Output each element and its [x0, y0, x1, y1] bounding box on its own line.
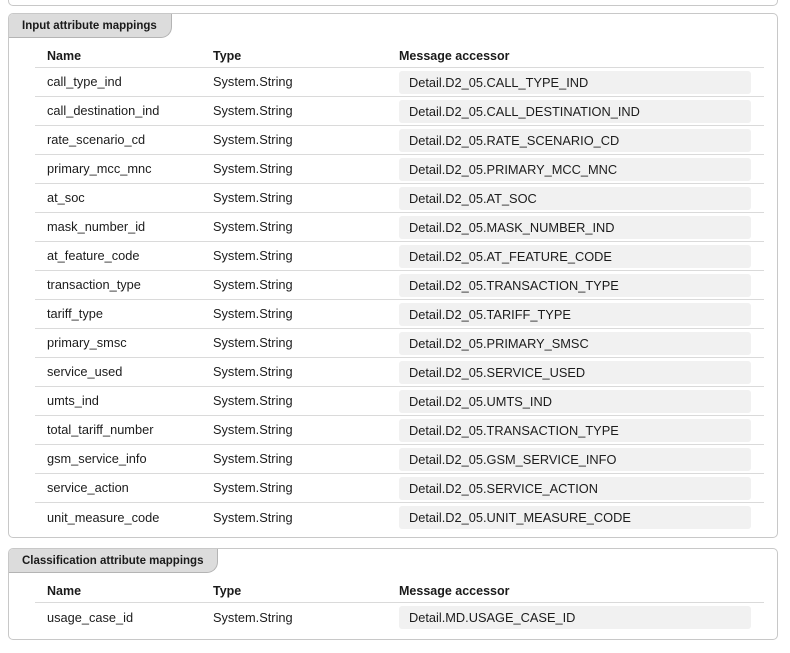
- table-row[interactable]: [35, 97, 764, 126]
- attribute-name-text: service_used: [47, 364, 123, 379]
- attribute-name-text: gsm_service_info: [47, 451, 147, 466]
- cell-type: [213, 73, 399, 91]
- cell-message-accessor: [399, 187, 764, 210]
- table-row[interactable]: [35, 474, 764, 503]
- table-row[interactable]: [35, 503, 764, 532]
- table-row[interactable]: [35, 358, 764, 387]
- table-row[interactable]: [35, 603, 764, 632]
- table-row[interactable]: [35, 416, 764, 445]
- cell-message-accessor: [399, 129, 764, 152]
- cell-name: [35, 160, 213, 178]
- input-attribute-mappings-tab[interactable]: Input attribute mappings: [9, 14, 172, 38]
- cell-type: [213, 363, 399, 381]
- cell-message-accessor: [399, 303, 764, 326]
- previous-panel-bottom-edge: [8, 0, 778, 6]
- attribute-type-text: System.String: [213, 277, 293, 292]
- attribute-type-text: System.String: [213, 248, 293, 263]
- message-accessor-field[interactable]: Detail.D2_05.SERVICE_USED: [399, 361, 751, 384]
- attribute-type-text: System.String: [213, 393, 293, 408]
- cell-type: [213, 218, 399, 236]
- attribute-name-text: transaction_type: [47, 277, 141, 292]
- cell-message-accessor: [399, 71, 764, 94]
- cell-message-accessor: [399, 506, 764, 529]
- attribute-type-text: System.String: [213, 480, 293, 495]
- message-accessor-field[interactable]: Detail.D2_05.TRANSACTION_TYPE: [399, 419, 751, 442]
- cell-name: [35, 247, 213, 265]
- message-accessor-field[interactable]: Detail.D2_05.AT_SOC: [399, 187, 751, 210]
- attribute-name-text: umts_ind: [47, 393, 99, 408]
- attribute-type-text: System.String: [213, 161, 293, 176]
- message-accessor-field[interactable]: Detail.D2_05.PRIMARY_MCC_MNC: [399, 158, 751, 181]
- cell-message-accessor: [399, 361, 764, 384]
- attribute-type-text: System.String: [213, 609, 293, 625]
- cell-type: [213, 392, 399, 410]
- attribute-type-text: System.String: [213, 335, 293, 350]
- column-header-name: Name: [47, 583, 82, 598]
- table-row[interactable]: [35, 242, 764, 271]
- table-body: [35, 68, 764, 532]
- cell-type: [213, 160, 399, 178]
- table-row[interactable]: [35, 155, 764, 184]
- cell-message-accessor: [399, 245, 764, 268]
- cell-message-accessor: [399, 390, 764, 413]
- cell-name: [35, 609, 213, 627]
- attribute-type-text: System.String: [213, 422, 293, 437]
- cell-name: [35, 363, 213, 381]
- table-body: [35, 603, 764, 632]
- table-row[interactable]: [35, 213, 764, 242]
- table-row[interactable]: [35, 300, 764, 329]
- attribute-name-text: usage_case_id: [47, 609, 134, 625]
- cell-name: [35, 334, 213, 352]
- message-accessor-field[interactable]: Detail.D2_05.GSM_SERVICE_INFO: [399, 448, 751, 471]
- cell-message-accessor: [399, 606, 764, 629]
- attribute-type-text: System.String: [213, 451, 293, 466]
- table-row[interactable]: [35, 184, 764, 213]
- input-attribute-mappings-table: [35, 44, 764, 532]
- attribute-type-text: System.String: [213, 509, 293, 525]
- column-header-type: Type: [213, 48, 242, 63]
- column-header-name: Name: [47, 48, 82, 63]
- attribute-name-text: total_tariff_number: [47, 422, 154, 437]
- table-header-row: [35, 579, 764, 603]
- cell-name: [35, 479, 213, 497]
- attribute-type-text: System.String: [213, 190, 293, 205]
- message-accessor-field[interactable]: Detail.D2_05.RATE_SCENARIO_CD: [399, 129, 751, 152]
- cell-name: [35, 450, 213, 468]
- cell-name: [35, 218, 213, 236]
- cell-message-accessor: [399, 448, 764, 471]
- table-row[interactable]: [35, 387, 764, 416]
- cell-name: [35, 392, 213, 410]
- attribute-name-text: call_type_ind: [47, 74, 122, 89]
- attribute-name-text: service_action: [47, 480, 129, 495]
- cell-type: [213, 276, 399, 294]
- cell-name: [35, 102, 213, 120]
- classification-attribute-mappings-tab[interactable]: Classification attribute mappings: [9, 549, 218, 573]
- cell-message-accessor: [399, 100, 764, 123]
- message-accessor-field[interactable]: Detail.D2_05.MASK_NUMBER_IND: [399, 216, 751, 239]
- message-accessor-field[interactable]: Detail.D2_05.UMTS_IND: [399, 390, 751, 413]
- cell-name: [35, 276, 213, 294]
- table-row[interactable]: [35, 126, 764, 155]
- cell-type: [213, 189, 399, 207]
- cell-type: [213, 334, 399, 352]
- attribute-type-text: System.String: [213, 132, 293, 147]
- cell-name: [35, 131, 213, 149]
- message-accessor-field[interactable]: Detail.D2_05.CALL_TYPE_IND: [399, 71, 751, 94]
- attribute-type-text: System.String: [213, 306, 293, 321]
- attribute-name-text: unit_measure_code: [47, 509, 160, 525]
- cell-message-accessor: [399, 274, 764, 297]
- message-accessor-field[interactable]: Detail.D2_05.UNIT_MEASURE_CODE: [399, 506, 751, 529]
- classification-attribute-mappings-table: [35, 579, 764, 632]
- attribute-name-text: at_soc: [47, 190, 85, 205]
- attribute-name-text: primary_smsc: [47, 335, 127, 350]
- column-header-type: Type: [213, 583, 242, 598]
- column-header-message-accessor: Message accessor: [399, 48, 510, 63]
- cell-name: [35, 421, 213, 439]
- table-row[interactable]: [35, 271, 764, 300]
- attribute-name-text: mask_number_id: [47, 219, 146, 234]
- attribute-name-text: call_destination_ind: [47, 103, 160, 118]
- cell-type: [213, 131, 399, 149]
- cell-message-accessor: [399, 158, 764, 181]
- cell-type: [213, 102, 399, 120]
- cell-message-accessor: [399, 332, 764, 355]
- cell-type: [213, 450, 399, 468]
- message-accessor-field[interactable]: Detail.D2_05.TRANSACTION_TYPE: [399, 274, 751, 297]
- cell-type: [213, 509, 399, 527]
- message-accessor-field[interactable]: Detail.D2_05.AT_FEATURE_CODE: [399, 245, 751, 268]
- cell-message-accessor: [399, 216, 764, 239]
- attribute-type-text: System.String: [213, 219, 293, 234]
- attribute-type-text: System.String: [213, 364, 293, 379]
- cell-name: [35, 509, 213, 527]
- cell-message-accessor: [399, 477, 764, 500]
- table-header-row: [35, 44, 764, 68]
- message-accessor-field[interactable]: Detail.D2_05.SERVICE_ACTION: [399, 477, 751, 500]
- cell-type: [213, 421, 399, 439]
- cell-type: [213, 609, 399, 627]
- attribute-type-text: System.String: [213, 103, 293, 118]
- cell-type: [213, 305, 399, 323]
- attribute-type-text: System.String: [213, 74, 293, 89]
- message-accessor-field[interactable]: Detail.MD.USAGE_CASE_ID: [399, 606, 751, 629]
- classification-attribute-mappings-panel: [8, 548, 778, 640]
- cell-name: [35, 73, 213, 91]
- attribute-name-text: primary_mcc_mnc: [47, 161, 152, 176]
- cell-name: [35, 305, 213, 323]
- cell-name: [35, 189, 213, 207]
- attribute-name-text: tariff_type: [47, 306, 103, 321]
- cell-type: [213, 479, 399, 497]
- cell-message-accessor: [399, 419, 764, 442]
- message-accessor-field[interactable]: Detail.D2_05.TARIFF_TYPE: [399, 303, 751, 326]
- column-header-message-accessor: Message accessor: [399, 583, 510, 598]
- cell-type: [213, 247, 399, 265]
- table-row[interactable]: [35, 445, 764, 474]
- attribute-name-text: rate_scenario_cd: [47, 132, 146, 147]
- table-row[interactable]: [35, 329, 764, 358]
- input-attribute-mappings-panel: [8, 13, 778, 538]
- message-accessor-field[interactable]: Detail.D2_05.CALL_DESTINATION_IND: [399, 100, 751, 123]
- attribute-name-text: at_feature_code: [47, 248, 140, 263]
- table-row[interactable]: [35, 68, 764, 97]
- message-accessor-field[interactable]: Detail.D2_05.PRIMARY_SMSC: [399, 332, 751, 355]
